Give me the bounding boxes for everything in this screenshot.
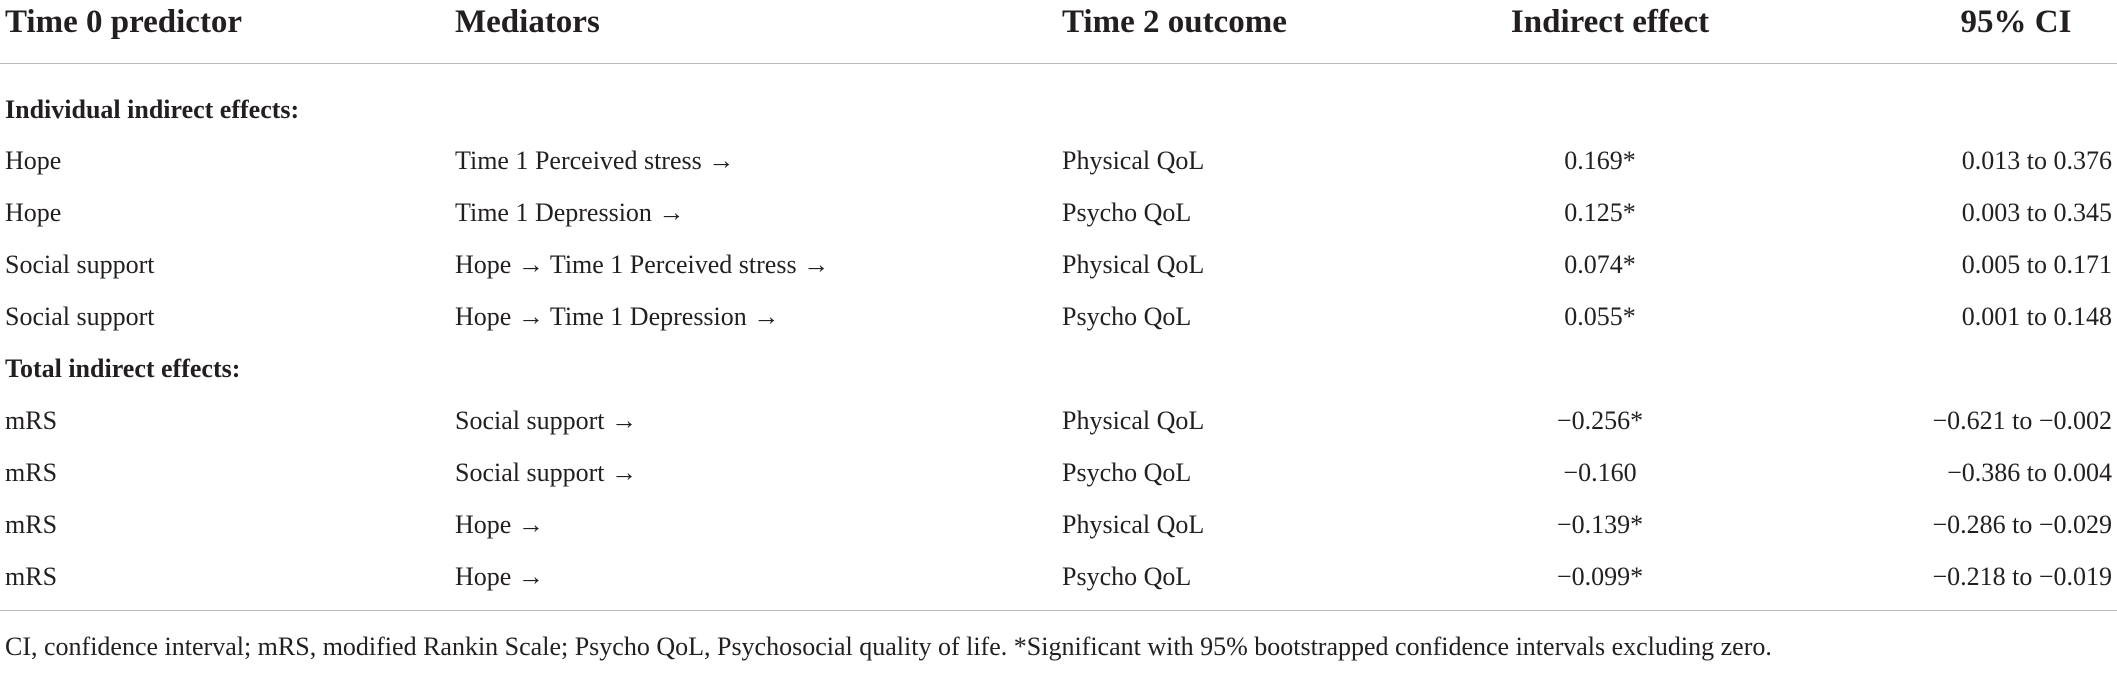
- table-row: [0, 560, 2117, 600]
- cell-outcome: Physical QoL: [1062, 250, 1205, 279]
- cell-predictor: mRS: [5, 562, 58, 591]
- cell-outcome: Psycho QoL: [1062, 198, 1192, 227]
- cell-mediators: Hope → Time 1 Perceived stress →: [455, 250, 830, 279]
- cell-predictor: mRS: [5, 406, 58, 435]
- cell-indirect-effect: −0.099*: [1556, 562, 1644, 591]
- cell-indirect-effect: 0.074*: [1564, 250, 1636, 279]
- cell-mediators: Hope →: [455, 510, 544, 539]
- cell-mediators: Social support →: [455, 406, 637, 435]
- cell-ci: 0.013 to 0.376: [1961, 146, 2112, 175]
- cell-indirect-effect: −0.256*: [1556, 406, 1644, 435]
- cell-mediators: Social support →: [455, 458, 637, 487]
- cell-predictor: mRS: [5, 510, 58, 539]
- cell-ci: −0.386 to 0.004: [1947, 458, 2112, 487]
- column-header-ci: 95% CI: [1960, 4, 2072, 40]
- column-header-mediators: Mediators: [455, 4, 600, 40]
- cell-indirect-effect: −0.139*: [1556, 510, 1644, 539]
- section-title-total: Total indirect effects:: [5, 354, 241, 383]
- cell-mediators: Time 1 Depression →: [455, 198, 685, 227]
- table-row: [0, 196, 2117, 236]
- table-footnote: CI, confidence interval; mRS, modified Rankin Scale; Psycho QoL, Psychosocial quality of life. *Significant with 95% bootstrapped confidence intervals excluding zero.: [5, 632, 1772, 661]
- cell-outcome: Physical QoL: [1062, 510, 1205, 539]
- cell-predictor: mRS: [5, 458, 58, 487]
- cell-outcome: Psycho QoL: [1062, 562, 1192, 591]
- cell-outcome: Physical QoL: [1062, 406, 1205, 435]
- table-row: [0, 300, 2117, 340]
- cell-outcome: Psycho QoL: [1062, 458, 1192, 487]
- column-header-outcome: Time 2 outcome: [1062, 4, 1287, 40]
- cell-ci: −0.621 to −0.002: [1932, 406, 2112, 435]
- cell-predictor: Social support: [5, 302, 155, 331]
- cell-predictor: Hope: [5, 198, 62, 227]
- column-header-predictor: Time 0 predictor: [5, 4, 243, 40]
- column-header-indirect-effect: Indirect effect: [1510, 4, 1710, 40]
- cell-indirect-effect: −0.160: [1563, 458, 1637, 487]
- cell-outcome: Psycho QoL: [1062, 302, 1192, 331]
- cell-indirect-effect: 0.055*: [1564, 302, 1636, 331]
- section-title-individual: Individual indirect effects:: [5, 95, 300, 124]
- cell-predictor: Hope: [5, 146, 62, 175]
- table-header: [0, 0, 2117, 64]
- cell-predictor: Social support: [5, 250, 155, 279]
- footer-rule: [0, 610, 2117, 611]
- cell-ci: −0.286 to −0.029: [1932, 510, 2112, 539]
- cell-mediators: Hope → Time 1 Depression →: [455, 302, 780, 331]
- cell-indirect-effect: 0.125*: [1564, 198, 1636, 227]
- cell-ci: 0.003 to 0.345: [1961, 198, 2112, 227]
- table-row: [0, 248, 2117, 288]
- cell-mediators: Hope →: [455, 562, 544, 591]
- cell-ci: −0.218 to −0.019: [1932, 562, 2112, 591]
- header-rule: [0, 63, 2117, 64]
- cell-indirect-effect: 0.169*: [1564, 146, 1636, 175]
- cell-ci: 0.001 to 0.148: [1961, 302, 2112, 331]
- table-row: [0, 404, 2117, 444]
- table-row: [0, 456, 2117, 496]
- cell-mediators: Time 1 Perceived stress →: [455, 146, 735, 175]
- cell-outcome: Physical QoL: [1062, 146, 1205, 175]
- cell-ci: 0.005 to 0.171: [1961, 250, 2112, 279]
- table-row: [0, 144, 2117, 184]
- table-row: [0, 508, 2117, 548]
